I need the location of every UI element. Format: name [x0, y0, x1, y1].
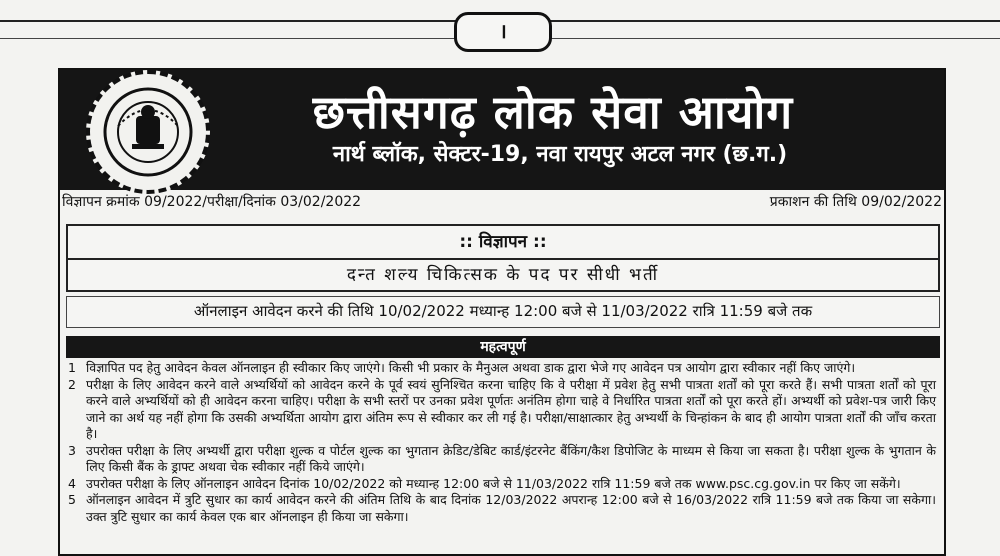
item-number: 3 — [68, 442, 76, 458]
list-item — [66, 443, 940, 476]
item-text: विज्ञापित पद हेतु आवेदन केवल ऑनलाइन ही स्वीकार किए जाएंगे। किसी भी प्रकार के मैनुअल अथवा डाक द्वारा भेजे गए आवेदन पत्र आयोग द्वारा स्वीकार नहीं किए जाएंगे। — [86, 360, 856, 375]
list-item — [66, 377, 940, 443]
advertisement-number: विज्ञापन क्रमांक 09/2022/परीक्षा/दिनांक 03/02/2022 — [62, 194, 362, 210]
publication-date: प्रकाशन की तिथि 09/02/2022 — [769, 194, 942, 210]
item-number: 1 — [68, 360, 76, 375]
page-number: । — [454, 12, 552, 52]
item-number: 2 — [68, 376, 76, 392]
item-text: ऑनलाइन आवेदन में त्रुटि सुधार का कार्य आवेदन करने की अंतिम तिथि के बाद दिनांक 12/03/2022 अपरान्ह 12:00 बजे से 16/03/2022 रात्रि 11:59 बजे तक किया जा सकेगा। उक्त त्रुटि सुधार का कार्य केवल एक बार ऑनलाइन ही किया जा सकेगा। — [86, 492, 936, 524]
item-text: उपरोक्त परीक्षा के लिए ऑनलाइन आवेदन दिनांक 10/02/2022 को मध्यान्ह 12:00 बजे से 11/03/2022 रात्रि 11:59 बजे तक www.psc.cg.gov.in पर किए जा सकेंगे। — [86, 475, 901, 491]
recruitment-subject: दन्त शल्य चिकित्सक के पद पर सीधी भर्ती — [66, 258, 940, 292]
important-list — [66, 360, 940, 525]
item-text: परीक्षा के लिए आवेदन करने वाले अभ्यर्थियों को आवेदन करने के पूर्व स्वयं सुनिश्चित करना चाहिए कि वे परीक्षा में प्रवेश हेतु सभी पात्रता शर्तों को पूरा करते हैं। सभी पात्रता शर्तों को पूरा करने वाले अभ्यर्थियों को ही आवेदन करना चाहिए। परीक्षा के सभी स्तरों पर उनका प्रवेश पूर्णतः अनंतिम होगा चाहे वे निर्धारित पात्रता शर्तों को पूरा करते हों। अभ्यर्थी को प्रवेश-पत्र जारी किए जाने का अर्थ यह नहीं होगा कि उसकी अभ्यर्थिता आयोग द्वारा अंतिम रूप से स्वीकार कर ली गई है। परीक्षा/साक्षात्कार हेतु अभ्यर्थी के चिन्हांकन के बाद ही आयोग पात्रता शर्तों की जाँच करता है। — [86, 376, 936, 441]
important-heading: महत्वपूर्ण — [66, 336, 940, 358]
organization-address: नार्थ ब्लॉक, सेक्टर-19, नवा रायपुर अटल नगर (छ.ग.) — [332, 142, 788, 167]
emblem-seal-icon — [86, 70, 210, 194]
notice-heading: :: विज्ञापन :: — [66, 224, 940, 260]
list-item — [66, 476, 940, 493]
item-text: उपरोक्त परीक्षा के लिए अभ्यर्थी द्वारा परीक्षा शुल्क व पोर्टल शुल्क का भुगतान क्रेडिट/डेबिट कार्ड/इंटरनेट बैंकिंग/कैश डिपोजिट के माध्यम से किया जा सकता है। परीक्षा शुल्क के भुगतान के लिए किसी बैंक के ड्राफ्ट अथवा चेक स्वीकार नहीं किये जाएंगे। — [86, 442, 936, 474]
application-dates: ऑनलाइन आवेदन करने की तिथि 10/02/2022 मध्यान्ह 12:00 बजे से 11/03/2022 रात्रि 11:59 बजे तक — [66, 296, 940, 328]
meta-row — [62, 192, 942, 212]
item-number: 5 — [68, 492, 76, 507]
item-number: 4 — [68, 475, 76, 491]
list-item — [66, 492, 940, 525]
organization-title: छत्तीसगढ़ लोक सेवा आयोग — [312, 85, 794, 139]
list-item — [66, 360, 940, 377]
